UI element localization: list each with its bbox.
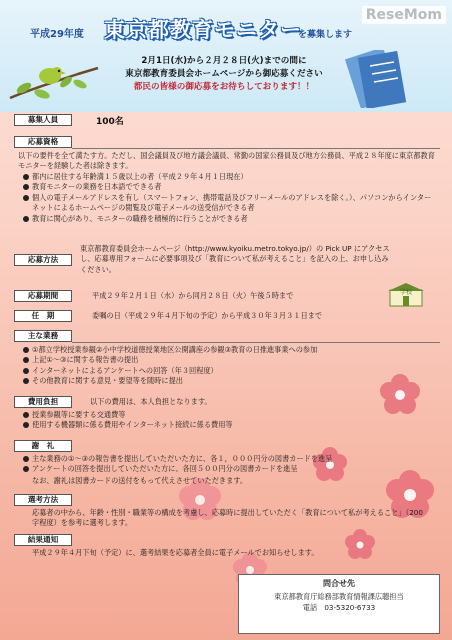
year-label: 平成29年度 [30, 29, 84, 40]
list-item: 都内に居住する年齢満１５歳以上の者（平成２９年４月１日現在） [22, 172, 436, 182]
period-text: 平成２９年２月１日（水）から同月２８日（火）午後５時まで [92, 291, 294, 300]
term-section [14, 310, 440, 324]
selection-section [14, 494, 440, 534]
term-text: 委嘱の日（平成２９年４月下旬の予定）から平成３０年３月３１日まで [92, 311, 323, 320]
costs-section [14, 396, 440, 436]
list-item: 教育に関心があり、モニターの職務を積極的に行うことができる者 [22, 214, 436, 224]
duties-section [14, 330, 440, 392]
costs-list [22, 410, 392, 431]
reward-label: 謝 礼 [14, 440, 72, 452]
selection-text: 応募者の中から、年齢・性別・職業等の構成を考慮し、応募時に提出していただく「教育について私が考えること」（200字程度）を参考に選考します。 [32, 508, 423, 528]
bird-on-branch-illustration [8, 54, 100, 106]
page-title: 東京都教育モニター [104, 18, 302, 42]
method-label: 応募方法 [14, 254, 72, 266]
method-section [14, 244, 440, 286]
period-section [14, 290, 440, 304]
document-icon [342, 50, 412, 108]
contact-title: 問合せ先 [323, 579, 355, 588]
list-item: 上記①～③に関する報告書の提出 [22, 355, 392, 365]
costs-intro: 以下の費用は、本人負担となります。 [90, 397, 212, 406]
reward-list [22, 454, 392, 475]
qualification-section [14, 136, 440, 250]
selection-label: 選考方法 [14, 494, 72, 506]
duties-list [22, 345, 392, 387]
svg-text:学校: 学校 [399, 289, 413, 296]
contact-box [238, 574, 440, 634]
qualification-intro: 以下の要件を全て満たす方。ただし、国会議員及び地方議会議員、常勤の国家公務員及び地方公務員、平成２８年度に東京都教育モニターを経験した者は除きます。 [18, 151, 435, 171]
contact-phone: 電話 03-5320-6733 [302, 603, 376, 612]
list-item: アンケートの回答を提出していただいた方に、各回５００円分の図書カードを進呈 [22, 464, 392, 474]
headline-apply: 東京都教育委員会ホームページから御応募ください [125, 69, 323, 79]
header-banner [0, 0, 452, 112]
qualification-list [22, 172, 436, 224]
notice-text: 平成２９年４月下旬（予定）に、選考結果を応募者全員に電子メールでお知らせします。 [32, 548, 319, 557]
list-item: 授業参観等に要する交通費等 [22, 410, 392, 420]
list-item: 主な業務の①～③の報告書を提出していただいた方に、各１，０００円分の図書カードを進呈 [22, 454, 392, 464]
reward-section [14, 440, 440, 490]
headline-dates: 2月1日(水)から２月２８日(火)までの間に [141, 56, 307, 66]
divider [72, 148, 440, 149]
list-item: 使用する機器類に係る費用やインターネット接続に係る費用等 [22, 420, 392, 430]
brand-watermark: ReseMom [362, 6, 446, 24]
list-item: インターネットによるアンケートへの回答（年３回程度） [22, 366, 392, 376]
term-label: 任 期 [14, 310, 72, 322]
list-item: 教育モニターの業務を日本語でできる者 [22, 182, 436, 192]
recruit-label: 募集人員 [14, 114, 72, 126]
headline-invitation: 都民の皆様の御応募をお待ちしております！！ [133, 82, 315, 92]
notice-section [14, 534, 440, 564]
title-suffix: を募集します [298, 30, 353, 40]
list-item: 個人の電子メールアドレスを有し（スマートフォン、携帯電話及びフリーメールのアドレスを除く。）、パソコンからインターネットによるホームページの閲覧及び電子メールの送受信ができる者 [22, 193, 436, 214]
duties-label: 主な業務 [14, 330, 72, 342]
recruit-section [14, 114, 440, 130]
notice-label: 結果通知 [14, 534, 72, 546]
method-text: 東京都教育委員会ホームページ（http://www.kyoiku.metro.tokyo.jp/）の Pick UP にアクセスし、応募専用フォームに必要事項及び「教育について私が考えること」を記入の上、お申し込みください。 [80, 244, 390, 274]
period-label: 応募期間 [14, 290, 72, 302]
reward-note: なお、謝礼は図書カードの送付をもって代えさせていただきます。 [32, 476, 248, 485]
recruit-count: 100名 [96, 117, 124, 127]
costs-label: 費用負担 [14, 396, 72, 408]
qualification-label: 応募資格 [14, 136, 72, 148]
list-item: その他教育に関する意見・要望等を随時に提出 [22, 376, 392, 386]
divider [72, 342, 440, 343]
contact-org: 東京都教育庁総務部教育情報課広聴担当 [274, 592, 404, 601]
headline [104, 55, 344, 94]
list-item: ①都立学校授業参観②小中学校道徳授業地区公開講座の参観③教育の日推進事業への参加 [22, 345, 392, 355]
